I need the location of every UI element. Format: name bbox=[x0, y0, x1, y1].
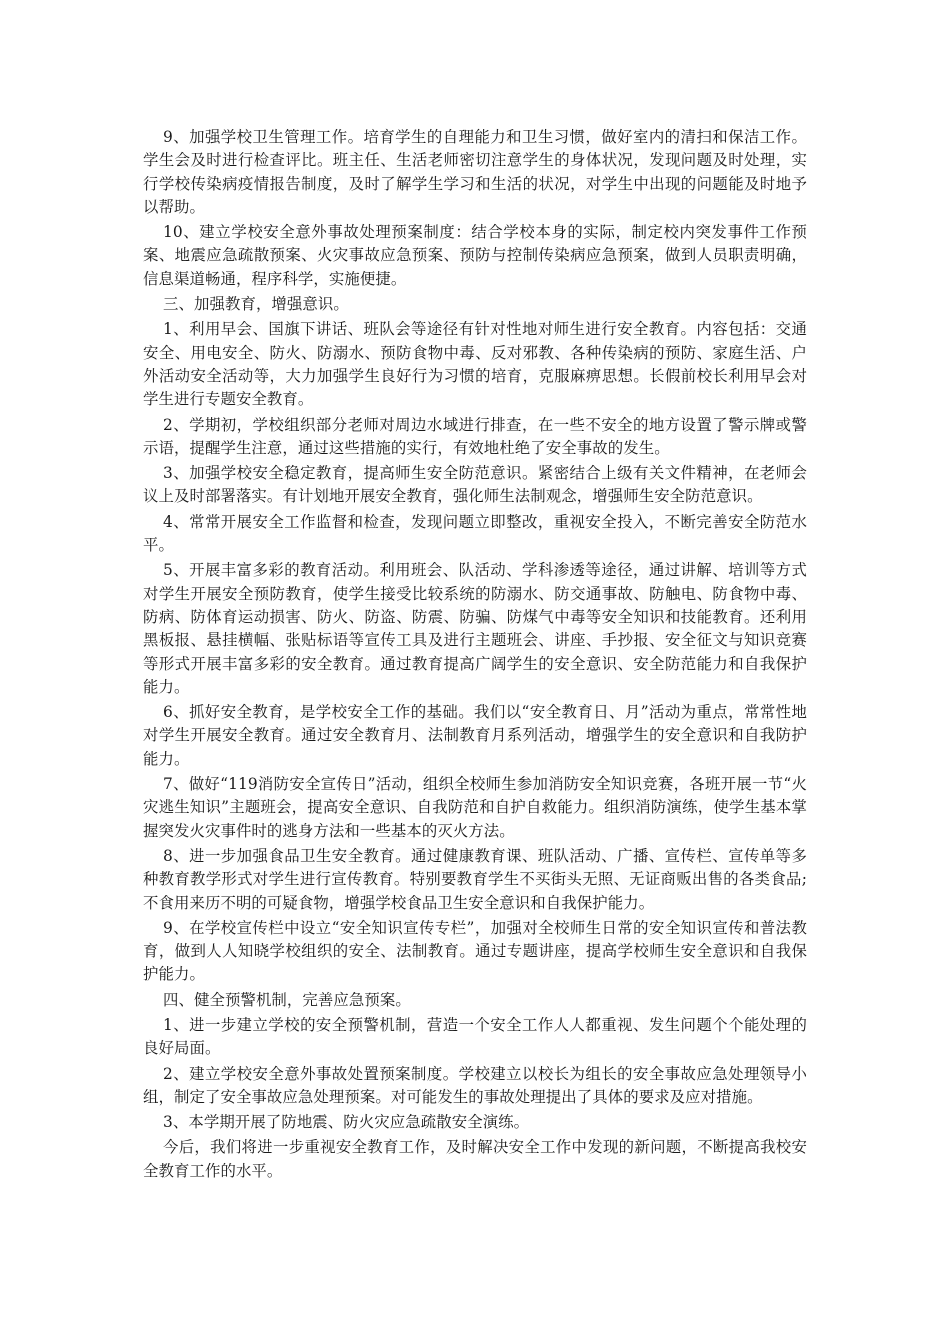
paragraph-edu-item-7: 7、做好“119消防安全宣传日”活动，组织全校师生参加消防安全知识竞赛，各班开展一节“火灾逃生知识”主题班会，提高安全意识、自我防范和自护自救能力。组织消防演练，使学生基本掌握突发火灾事件时的逃身方法和一些基本的灭火方法。 bbox=[143, 775, 807, 840]
section-heading-3: 三、加强教育，增强意识。 bbox=[163, 295, 349, 314]
paragraph-item-9-hygiene: 9、加强学校卫生管理工作。培育学生的自理能力和卫生习惯，做好室内的清扫和保洁工作。学生会及时进行检查评比。班主任、生活老师密切注意学生的身体状况，发现问题及时处理，实行学校传染病疫情报告制度，及时了解学生学习和生活的状况，对学生中出现的问题能及时地予以帮助。 bbox=[143, 128, 807, 216]
paragraph-warning-item-3: 3、本学期开展了防地震、防火灾应急疏散安全演练。 bbox=[163, 1113, 530, 1132]
paragraph-edu-item-1: 1、利用早会、国旗下讲话、班队会等途径有针对性地对师生进行安全教育。内容包括：交通安全、用电安全、防火、防溺水、预防食物中毒、反对邪教、各种传染病的预防、家庭生活、户外活动安全活动等，大力加强学生良好行为习惯的培育，克服麻痹思想。长假前校长利用早会对学生进行专题安全教育。 bbox=[143, 320, 807, 409]
paragraph-edu-item-6: 6、抓好安全教育，是学校安全工作的基础。我们以“安全教育日、月”活动为重点，常常性地对学生开展安全教育。通过安全教育月、法制教育月系列活动，增强学生的安全意识和自我防护能力。 bbox=[143, 703, 807, 768]
document-body bbox=[143, 126, 807, 1185]
paragraph-edu-item-4: 4、常常开展安全工作监督和检查，发现问题立即整改，重视安全投入，不断完善安全防范水平。 bbox=[143, 512, 807, 555]
paragraph-edu-item-3: 3、加强学校安全稳定教育，提高师生安全防范意识。紧密结合上级有关文件精神，在老师会议上及时部署落实。有计划地开展安全教育，强化师生法制观念，增强师生安全防范意识。 bbox=[143, 464, 807, 506]
paragraph-edu-item-9: 9、在学校宣传栏中设立“安全知识宣传专栏”，加强对全校师生日常的安全知识宣传和普法教育，做到人人知晓学校组织的安全、法制教育。通过专题讲座，提高学校师生安全意识和自我保护能力。 bbox=[143, 918, 807, 984]
paragraph-item-10-emergency-plan: 10、建立学校安全意外事故处理预案制度：结合学校本身的实际，制定校内突发事件工作预案、地震应急疏散预案、火灾事故应急预案、预防与控制传染病应急预案，做到人员职责明确，信息渠道畅通，程序科学，实施便捷。 bbox=[143, 223, 807, 288]
paragraph-edu-item-2: 2、学期初，学校组织部分老师对周边水域进行排查，在一些不安全的地方设置了警示牌或警示语，提醒学生注意，通过这些措施的实行，有效地杜绝了安全事故的发生。 bbox=[143, 415, 807, 457]
paragraph-warning-item-1: 1、进一步建立学校的安全预警机制，营造一个安全工作人人都重视、发生问题个个能处理的良好局面。 bbox=[143, 1015, 807, 1058]
paragraph-warning-item-2: 2、建立学校安全意外事故处置预案制度。学校建立以校长为组长的安全事故应急处理领导小组，制定了安全事故应急处理预案。对可能发生的事故处理提出了具体的要求及应对措施。 bbox=[143, 1064, 807, 1106]
section-heading-4: 四、健全预警机制，完善应急预案。 bbox=[163, 990, 411, 1009]
paragraph-edu-item-5: 5、开展丰富多彩的教育活动。利用班会、队活动、学科渗透等途径，通过讲解、培训等方式对学生开展安全预防教育，使学生接受比较系统的防溺水、防交通事故、防触电、防食物中毒、防病、防体育运动损害、防火、防盗、防震、防骗、防煤气中毒等安全知识和技能教育。还利用黑板报、悬挂横幅、张贴标语等宣传工具及进行主题班会、讲座、手抄报、安全征文与知识竞赛等形式开展丰富多彩的安全教育。通过教育提高广阔学生的安全意识、安全防范能力和自我保护能力。 bbox=[143, 561, 807, 696]
paragraph-conclusion: 今后，我们将进一步重视安全教育工作，及时解决安全工作中发现的新问题，不断提高我校安全教育工作的水平。 bbox=[143, 1138, 807, 1180]
paragraph-edu-item-8: 8、进一步加强食品卫生安全教育。通过健康教育课、班队活动、广播、宣传栏、宣传单等多种教育教学形式对学生进行宣传教育。特别要教育学生不买街头无照、无证商贩出售的各类食品;不食用来历不明的可疑食物，增强学校食品卫生安全意识和自我保护能力。 bbox=[143, 846, 807, 912]
